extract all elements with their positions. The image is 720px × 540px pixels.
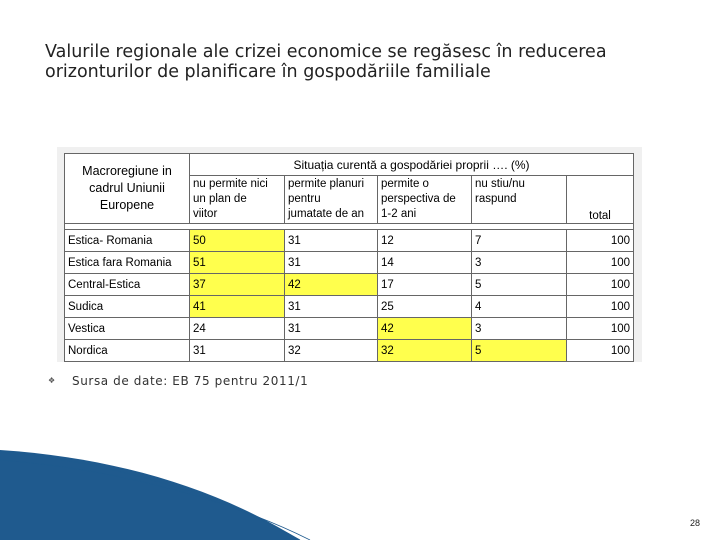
value-cell: 5	[472, 340, 567, 362]
column-header-half-year	[285, 176, 378, 224]
slide-title-line-1: Valurile regionale ale crizei economice se regăsesc în reducerea	[45, 42, 607, 62]
slide-title-line-2: orizonturilor de planificare în gospodăriile familiale	[45, 62, 491, 82]
region-cell: Nordica	[65, 340, 190, 362]
value-cell: 14	[378, 252, 472, 274]
total-cell: 100	[567, 230, 634, 252]
table-row	[65, 252, 634, 274]
total-cell: 100	[567, 274, 634, 296]
region-header-line-2: cadrul Uniunii	[89, 181, 165, 195]
value-cell: 24	[190, 318, 285, 340]
data-table	[64, 153, 634, 362]
column-header-total: total	[567, 176, 634, 224]
column-header-line: un plan de	[193, 193, 247, 205]
value-cell: 31	[285, 252, 378, 274]
region-cell: Vestica	[65, 318, 190, 340]
slide-title	[45, 42, 685, 82]
total-cell: 100	[567, 340, 634, 362]
column-header-line: jumatate de an	[288, 208, 365, 220]
value-cell: 41	[190, 296, 285, 318]
total-cell: 100	[567, 296, 634, 318]
table-row	[65, 296, 634, 318]
decorative-wave	[0, 450, 720, 540]
column-header-line: viitor	[193, 208, 218, 220]
value-cell: 42	[285, 274, 378, 296]
table-row	[65, 318, 634, 340]
region-column-header	[65, 154, 190, 224]
value-cell: 3	[472, 318, 567, 340]
value-cell: 3	[472, 252, 567, 274]
column-header-line: 1-2 ani	[381, 208, 417, 220]
value-cell: 25	[378, 296, 472, 318]
column-header-no-plan	[190, 176, 285, 224]
region-header-line-3: Europene	[99, 198, 155, 212]
value-cell: 31	[285, 296, 378, 318]
column-header-line: permite planuri	[288, 178, 365, 190]
page-number: 28	[690, 518, 701, 528]
region-cell: Estica fara Romania	[65, 252, 190, 274]
value-cell: 17	[378, 274, 472, 296]
value-cell: 32	[285, 340, 378, 362]
source-note: Sursa de date: EB 75 pentru 2011/1	[72, 374, 309, 388]
bullet-icon: ❖	[48, 376, 56, 385]
value-cell: 32	[378, 340, 472, 362]
value-cell: 31	[285, 230, 378, 252]
region-cell: Central-Estica	[65, 274, 190, 296]
table-row	[65, 230, 634, 252]
column-header-line: permite o	[381, 178, 429, 190]
region-cell: Sudica	[65, 296, 190, 318]
region-cell: Estica- Romania	[65, 230, 190, 252]
table-row	[65, 340, 634, 362]
group-header: Situația curentă a gospodăriei proprii …. (%)	[190, 154, 634, 176]
value-cell: 7	[472, 230, 567, 252]
column-header-line: pentru	[288, 193, 321, 205]
total-cell: 100	[567, 252, 634, 274]
column-header-1-2-years	[378, 176, 472, 224]
value-cell: 42	[378, 318, 472, 340]
column-header-line: perspectiva de	[381, 193, 456, 205]
column-header-line: nu permite nici	[193, 178, 268, 190]
table-row	[65, 274, 634, 296]
column-header-line: nu stiu/nu	[475, 178, 525, 190]
column-header-line: raspund	[475, 193, 517, 205]
value-cell: 31	[285, 318, 378, 340]
value-cell: 31	[190, 340, 285, 362]
total-cell: 100	[567, 318, 634, 340]
value-cell: 5	[472, 274, 567, 296]
table-header-row	[65, 154, 634, 176]
value-cell: 12	[378, 230, 472, 252]
value-cell: 50	[190, 230, 285, 252]
value-cell: 51	[190, 252, 285, 274]
value-cell: 37	[190, 274, 285, 296]
column-header-dont-know	[472, 176, 567, 224]
value-cell: 4	[472, 296, 567, 318]
region-header-line-1: Macroregiune in	[82, 164, 172, 178]
